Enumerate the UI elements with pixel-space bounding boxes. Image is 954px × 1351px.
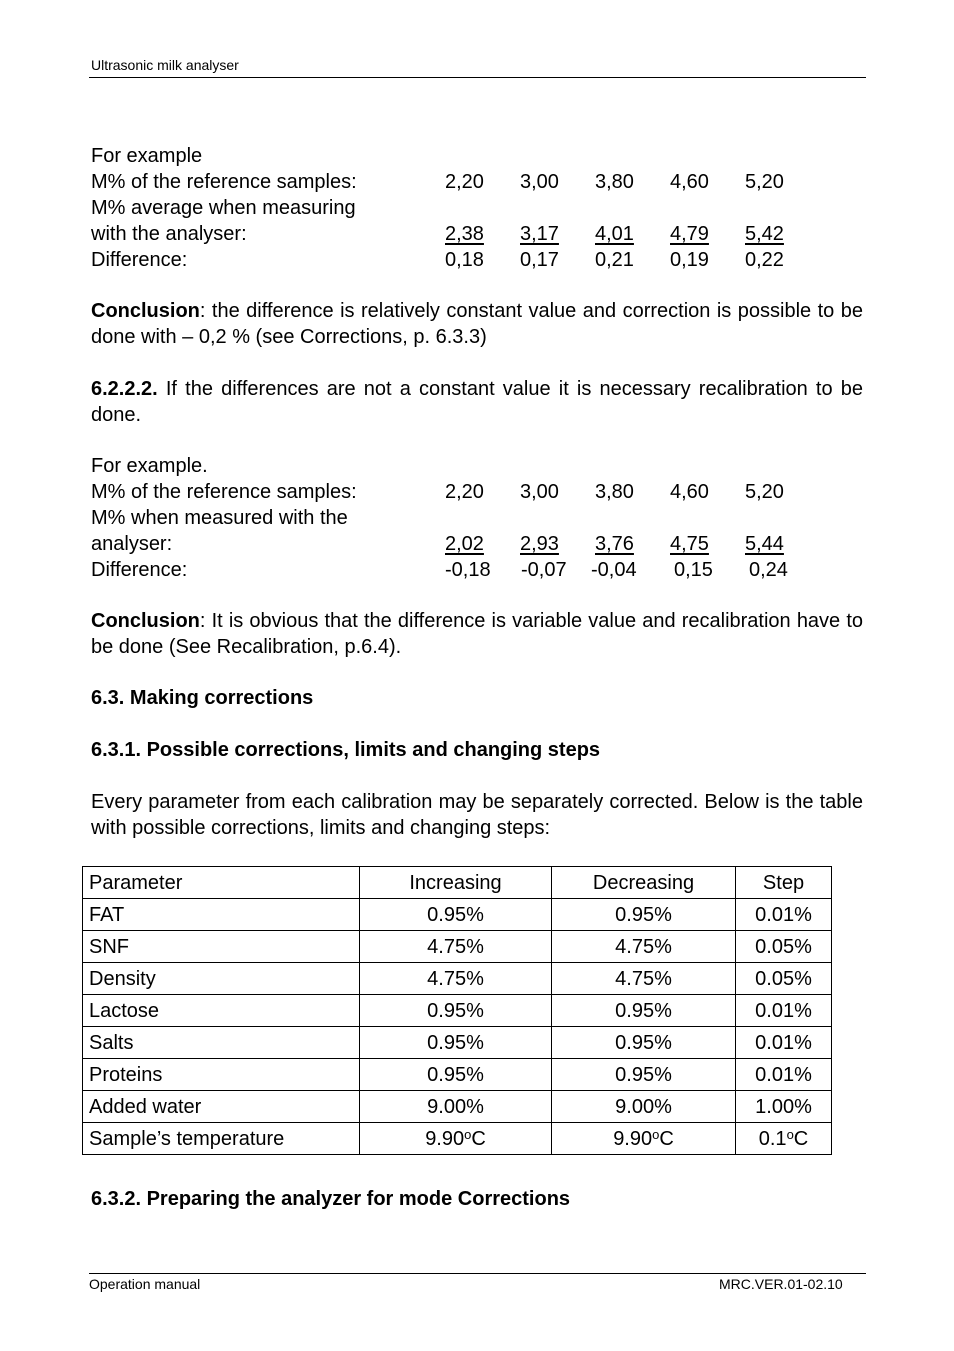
- degree-mark: o: [786, 1126, 794, 1142]
- footer-left-text: Operation manual: [89, 1276, 201, 1292]
- example1-ref-value: 5,20: [745, 171, 784, 193]
- table-cell: 0.95%: [360, 1059, 552, 1091]
- example1-ref-value: 4,60: [670, 171, 709, 193]
- example2-ref-value: 4,60: [670, 481, 709, 503]
- table-cell: 1.00%: [736, 1091, 832, 1123]
- example1-avg-value: 4,79: [670, 223, 709, 245]
- example2-intro: For example.: [91, 455, 208, 477]
- example2-ref-value: 5,20: [745, 481, 784, 503]
- example1-avg-value: 3,17: [520, 223, 559, 245]
- table-cell: 0.01%: [736, 899, 832, 931]
- table-cell: 0.95%: [360, 1027, 552, 1059]
- footer-rule: [89, 1273, 866, 1274]
- table-cell: 4.75%: [552, 963, 736, 995]
- table-cell: 4.75%: [552, 931, 736, 963]
- example2-diff-label: Difference:: [91, 559, 188, 581]
- table-cell: [736, 1123, 832, 1155]
- example1-diff-value: 0,17: [520, 249, 559, 271]
- example1-ref-value: 3,80: [595, 171, 634, 193]
- table-cell: 0.01%: [736, 1027, 832, 1059]
- paragraph-6-3-1: Every parameter from each calibration may be separately corrected. Below is the table with possible corrections, limits and changing steps:: [91, 791, 863, 839]
- example1-diff-value: 0,21: [595, 249, 634, 271]
- temp-unit: C: [793, 1127, 809, 1150]
- conclusion-2-label: Conclusion: [91, 610, 200, 632]
- example1-avg-value: 2,38: [445, 223, 484, 245]
- table-cell: 0.05%: [736, 931, 832, 963]
- example1-avg-label-1: M% average when measuring: [91, 197, 356, 219]
- table-cell: 0.01%: [736, 1059, 832, 1091]
- example2-meas-label-2: analyser:: [91, 533, 173, 555]
- example2-meas-value: 3,76: [595, 533, 634, 555]
- section-6222-paragraph: [91, 376, 863, 428]
- example2-ref-label: M% of the reference samples:: [91, 481, 357, 503]
- table-cell: 0.95%: [360, 995, 552, 1027]
- temp-unit: C: [471, 1127, 486, 1150]
- table-cell: [552, 1123, 736, 1155]
- example2-ref-value: 3,80: [595, 481, 634, 503]
- corrections-table: [82, 866, 832, 1155]
- example2-ref-value: 2,20: [445, 481, 484, 503]
- table-cell: SNF: [83, 931, 360, 963]
- table-cell: 4.75%: [360, 931, 552, 963]
- example2-meas-value: 2,02: [445, 533, 484, 555]
- table-header-row: [83, 867, 832, 899]
- table-cell: Lactose: [83, 995, 360, 1027]
- temp-step-value: 0.1: [758, 1127, 787, 1150]
- example1-diff-label: Difference:: [91, 249, 188, 271]
- example2-diff-value: -0,07: [521, 559, 567, 581]
- table-row: [83, 1091, 832, 1123]
- conclusion-2-text: : It is obvious that the difference is variable value and recalibration have to be done (See Recalibration, p.6.4).: [91, 610, 863, 658]
- example2-diff-value: 0,24: [749, 559, 788, 581]
- table-cell: Added water: [83, 1091, 360, 1123]
- table-cell: 0.95%: [552, 899, 736, 931]
- example1-ref-label: M% of the reference samples:: [91, 171, 357, 193]
- table-row: [83, 963, 832, 995]
- table-cell: 9.00%: [552, 1091, 736, 1123]
- conclusion-1-paragraph: [91, 298, 863, 350]
- example1-intro: For example: [91, 145, 203, 167]
- example1-avg-value: 5,42: [745, 223, 784, 245]
- table-row-temperature: [83, 1123, 832, 1155]
- table-cell: FAT: [83, 899, 360, 931]
- conclusion-2-paragraph: [91, 608, 863, 660]
- header-rule: [89, 77, 866, 78]
- table-row: [83, 899, 832, 931]
- example1-ref-value: 3,00: [520, 171, 559, 193]
- table-cell: Sample’s temperature: [83, 1123, 360, 1155]
- example1-avg-label-2: with the analyser:: [91, 223, 247, 245]
- table-row: [83, 1027, 832, 1059]
- example2-ref-value: 3,00: [520, 481, 559, 503]
- footer-right-text: MRC.VER.01-02.10: [719, 1276, 843, 1292]
- example1-diff-value: 0,19: [670, 249, 709, 271]
- example2-meas-label-1: M% when measured with the: [91, 507, 348, 529]
- table-cell: 0.95%: [552, 1027, 736, 1059]
- table-cell: Density: [83, 963, 360, 995]
- table-row: [83, 995, 832, 1027]
- table-header-cell: Step: [736, 867, 832, 899]
- section-heading-6-3-1: 6.3.1. Possible corrections, limits and changing steps: [91, 739, 601, 761]
- table-header-cell: Parameter: [83, 867, 360, 899]
- temp-inc-value: 9.90: [425, 1127, 465, 1150]
- table-cell: Proteins: [83, 1059, 360, 1091]
- table-cell: Salts: [83, 1027, 360, 1059]
- table-row: [83, 931, 832, 963]
- table-row: [83, 1059, 832, 1091]
- conclusion-1-text: : the difference is relatively constant value and correction is possible to be done with – 0,2 % (see Corrections, p. 6.3.3): [91, 300, 863, 348]
- table-cell: 9.00%: [360, 1091, 552, 1123]
- table-cell: 0.95%: [360, 899, 552, 931]
- temp-dec-value: 9.90: [613, 1127, 653, 1150]
- example1-ref-value: 2,20: [445, 171, 484, 193]
- degree-mark: o: [652, 1126, 660, 1142]
- section-heading-6-3-2: 6.3.2. Preparing the analyzer for mode Corrections: [91, 1188, 571, 1210]
- table-cell: 0.95%: [552, 995, 736, 1027]
- section-heading-6-3: 6.3. Making corrections: [91, 687, 314, 709]
- table-cell: 4.75%: [360, 963, 552, 995]
- section-6222-text: If the differences are not a constant value it is necessary recalibration to be done.: [91, 378, 863, 426]
- table-cell: 0.01%: [736, 995, 832, 1027]
- page-header-title: Ultrasonic milk analyser: [91, 57, 239, 73]
- temp-unit: C: [659, 1127, 674, 1150]
- example2-diff-value: -0,04: [591, 559, 637, 581]
- example2-meas-value: 5,44: [745, 533, 784, 555]
- degree-mark: o: [464, 1126, 472, 1142]
- example1-diff-value: 0,18: [445, 249, 484, 271]
- example1-diff-value: 0,22: [745, 249, 784, 271]
- table-cell: [360, 1123, 552, 1155]
- section-6222-number: 6.2.2.2.: [91, 378, 158, 400]
- table-cell: 0.05%: [736, 963, 832, 995]
- table-header-cell: Increasing: [360, 867, 552, 899]
- table-header-cell: Decreasing: [552, 867, 736, 899]
- example2-diff-value: 0,15: [674, 559, 713, 581]
- example2-meas-value: 4,75: [670, 533, 709, 555]
- example1-avg-value: 4,01: [595, 223, 634, 245]
- table-cell: 0.95%: [552, 1059, 736, 1091]
- example2-meas-value: 2,93: [520, 533, 559, 555]
- conclusion-1-label: Conclusion: [91, 300, 200, 322]
- example2-diff-value: -0,18: [445, 559, 491, 581]
